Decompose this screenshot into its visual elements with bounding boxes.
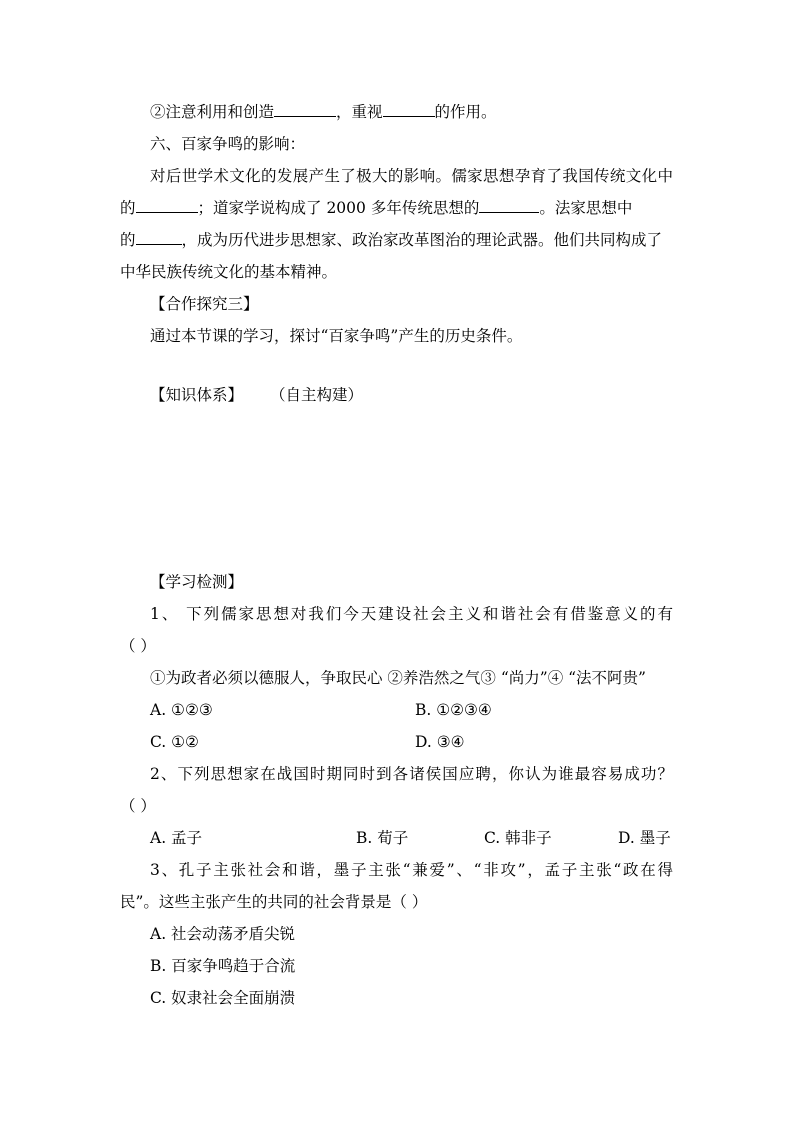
question-2-option-d[interactable]: D. 墨子 (618, 829, 671, 847)
fill-blank[interactable] (383, 102, 435, 117)
question-3-option-a[interactable]: A. 社会动荡矛盾尖锐 (150, 925, 296, 943)
fill-blank[interactable] (274, 102, 336, 117)
question-1: 1、 下列儒家思想对我们今天建设社会主义和谐社会有借鉴意义的有 (150, 605, 673, 623)
fill-blank[interactable] (479, 198, 539, 213)
sec5-item2-text-c: 的作用。 (434, 103, 497, 121)
coop3-text: 通过本节课的学习，探讨“百家争鸣”产生的历史条件。 (150, 327, 523, 345)
sec6-paragraph-line4: 中华民族传统文化的基本精神。 (120, 263, 338, 281)
sec6-heading: 六、百家争鸣的影响： (150, 135, 306, 153)
question-1-option-a[interactable]: A. ①②③ (150, 701, 213, 719)
test-heading: 【学习检测】 (150, 573, 244, 591)
sec5-item2-text-a: ②注意利用和创造 (150, 103, 275, 121)
sec6-paragraph-line3 (120, 230, 662, 250)
sec6-p3-text-a: 的 (120, 231, 136, 249)
question-2-option-b[interactable]: B. 荀子 (356, 829, 409, 847)
question-2-option-a[interactable]: A. 孟子 (150, 829, 203, 847)
sec6-p3-text-b: ，成为历代进步思想家、政治家改革图治的理论武器。他们共同构成了 (181, 231, 663, 249)
question-1-option-d[interactable]: D. ③④ (415, 733, 465, 751)
sec6-p2-text-a: 的 (120, 199, 136, 217)
knowledge-note: （自主构建） (270, 386, 364, 404)
question-3-option-b[interactable]: B. 百家争鸣趋于合流 (150, 957, 296, 975)
question-1-answer-paren: （ ） (120, 637, 156, 655)
question-2-answer-paren: （ ） (120, 797, 156, 815)
knowledge-heading: 【知识体系】 (150, 386, 244, 404)
fill-blank[interactable] (136, 198, 198, 213)
question-3-option-c[interactable]: C. 奴隶社会全面崩溃 (150, 989, 296, 1007)
question-2: 2、下列思想家在战国时期同时到各诸侯国应聘，你认为谁最容易成功？ (150, 765, 673, 783)
question-3: 3、孔子主张社会和谐，墨子主张“兼爱”、“非攻”，孟子主张“政在得 (150, 861, 673, 879)
sec5-item2 (150, 102, 497, 122)
sec6-paragraph-line1: 对后世学术文化的发展产生了极大的影响。儒家思想孕育了我国传统文化中 (150, 167, 673, 185)
question-1-option-c[interactable]: C. ①② (150, 733, 199, 751)
sec6-p2-text-b: ；道家学说构成了 2000 多年传统思想的 (197, 199, 480, 217)
question-1-option-b[interactable]: B. ①②③④ (415, 701, 492, 719)
question-3-line2: 民”。这些主张产生的共同的社会背景是（ ） (120, 893, 428, 911)
sec6-paragraph-line2 (120, 198, 673, 218)
sec5-item2-text-b: ，重视 (336, 103, 383, 121)
sec6-p2-text-c: 。法家思想中 (539, 199, 633, 217)
coop3-heading: 【合作探究三】 (150, 295, 259, 313)
question-1-statements: ①为政者必须以德服人，争取民心 ②养浩然之气③ “尚力”④ “法不阿贵” (150, 669, 646, 687)
question-2-option-c[interactable]: C. 韩非子 (484, 829, 552, 847)
fill-blank[interactable] (136, 230, 182, 245)
